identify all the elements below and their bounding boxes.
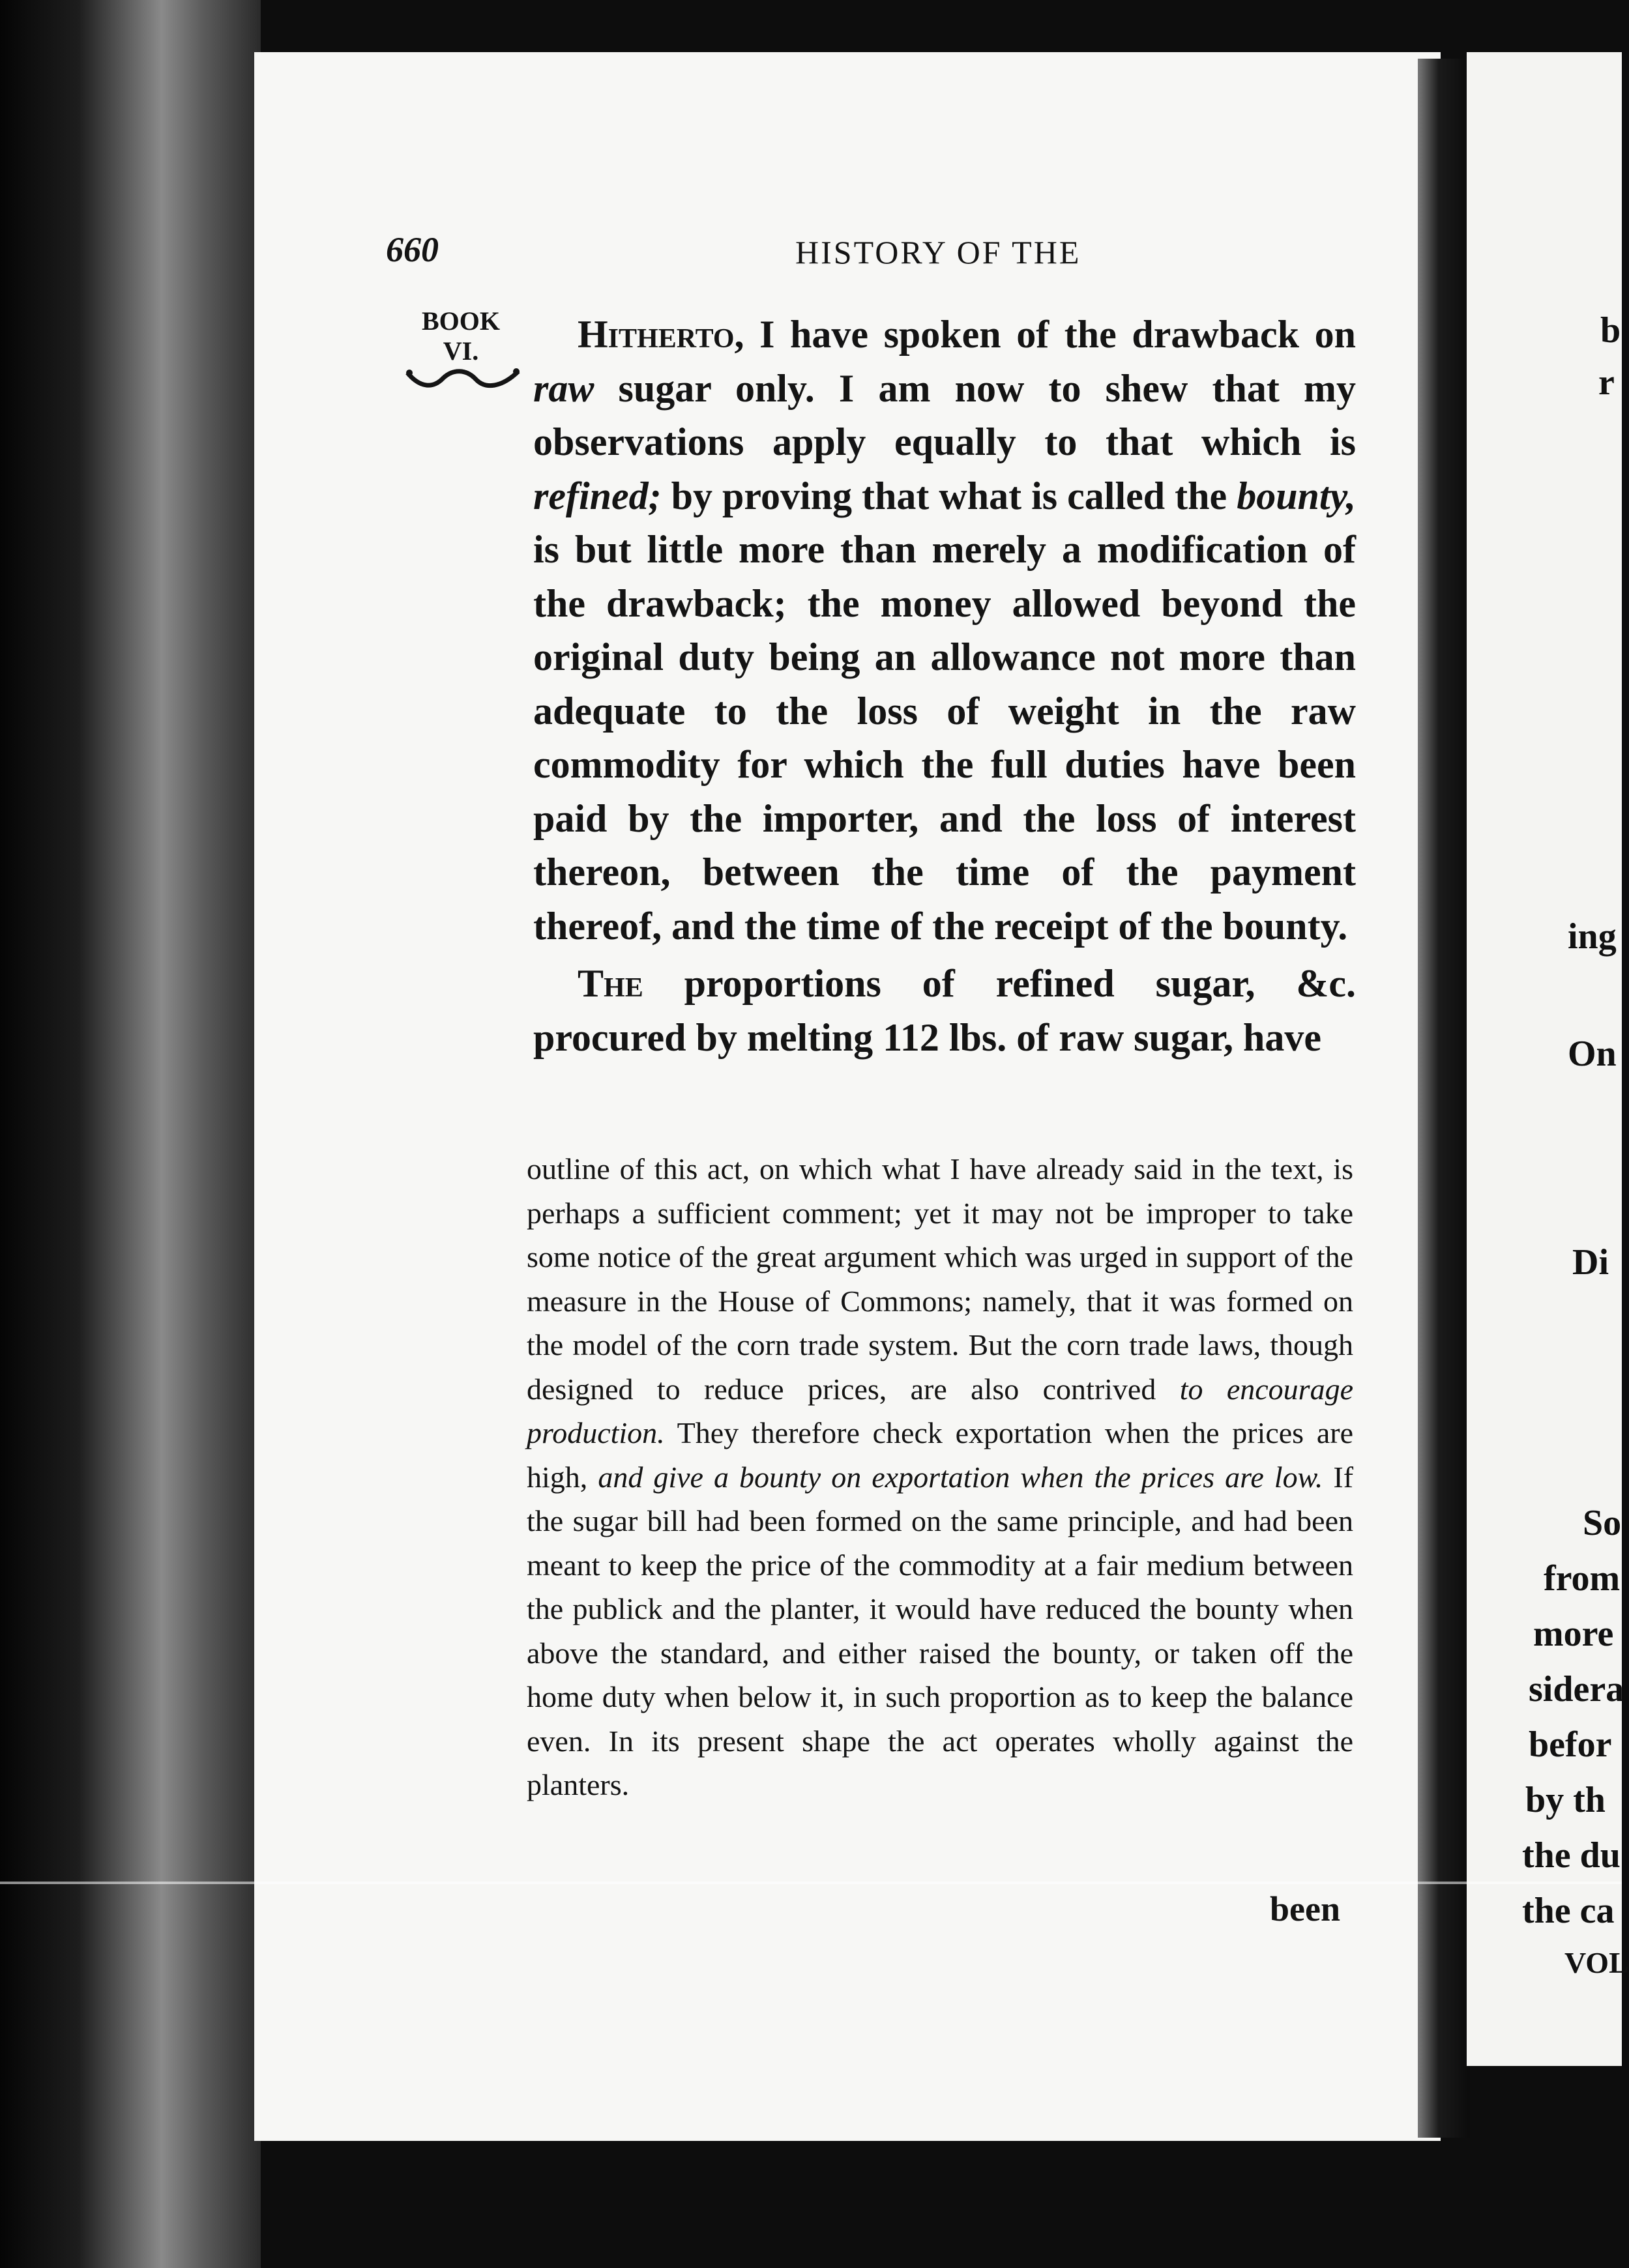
left-page-edge [0,0,261,2268]
facing-fragment: the ca [1522,1891,1615,1931]
facing-fragment: So [1583,1503,1622,1543]
facing-fragment: ing [1568,916,1617,957]
running-title: HISTORY OF THE [795,234,1081,270]
facing-fragment: Di [1572,1242,1609,1283]
margin-book-label [405,306,516,366]
scan-artifact-line [0,1882,1622,1884]
main-text [533,308,1356,1064]
facing-fragment: b [1600,310,1621,351]
ornament-flourish-icon [404,365,521,391]
facing-fragment: VOL [1564,1946,1629,1979]
volume-word: VI. [443,336,479,366]
paragraph-2: The proportions of refined sugar, &c. procured by melting 112 lbs. of raw sugar, have [533,962,1356,1059]
book-gutter [1418,59,1470,2138]
paragraph-2-lead: The [578,962,643,1005]
facing-fragment: the du [1522,1835,1621,1876]
facing-fragment: by th [1525,1780,1606,1820]
facing-fragment: from [1544,1558,1621,1599]
facing-fragment: On [1568,1034,1617,1074]
page-number: 660 [386,230,439,269]
book-word: BOOK [421,306,501,336]
facing-fragment: r [1598,362,1615,403]
footnote: outline of this act, on which what I have already said in the text, is perhaps a sufficient comment; yet it may not be improper to take some notice of the great argument which was urged in support of the measure in the House of Commons; namely, that it was formed on the model of the corn trade system. But the corn trade laws, though designed to reduce prices, are also contrived to encourage production. They therefore check exportation when the prices are high, and give a bounty on exportation when the prices are low. If the sugar bill had been formed on the same principle, and had been meant to keep the price of the commodity at a fair medium between the publick and the planter, it would have reduced the bounty when above the standard, and either raised the bounty, or taken off the home duty when below it, in such proportion as to keep the balance even. In its present shape the act operates wholly against the planters. [527,1152,1354,1801]
facing-fragment: more [1533,1614,1614,1654]
facing-fragment: sidera [1529,1669,1624,1709]
paragraph-1-lead: Hitherto, [578,313,744,356]
paragraph-1: Hitherto, I have spoken of the drawback on raw sugar only. I am now to shew that my observations apply equally to that which is refined; by proving that what is called the bounty, is but little more than merely a modification of the drawback; the money allowed beyond the original duty being an allowance not more than adequate to the loss of weight in the raw commodity for which the full duties have been paid by the importer, and the loss of interest thereon, between the time of the payment thereof, and the time of the receipt of the bounty. [533,313,1356,948]
catchword: been [1270,1889,1340,1928]
facing-fragment: befor [1529,1724,1612,1765]
